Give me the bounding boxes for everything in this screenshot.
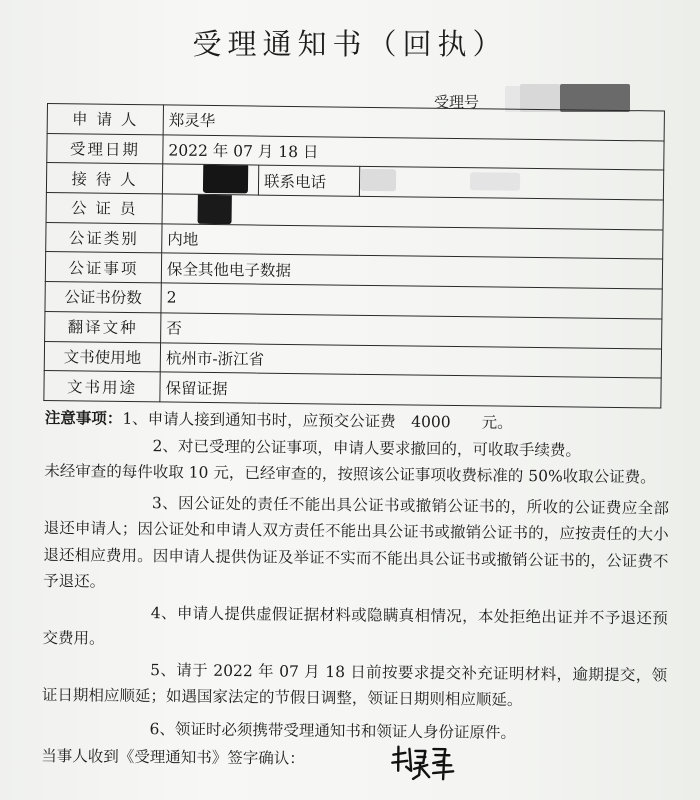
copies-label: 公证书份数 (45, 282, 161, 313)
translation-label: 翻译文种 (45, 311, 161, 342)
note-1-text: 1、申请人接到通知书时，应预交公证费 4000 元。 (122, 409, 513, 432)
category-label: 公证类别 (46, 222, 162, 253)
note-6: 6、领证时必须携带受理通知书和领证人身份证原件。 (149, 719, 517, 742)
redacted-receipt-number (520, 84, 560, 112)
notes-heading: 注意事项： (44, 407, 123, 428)
redacted-phone (360, 169, 396, 191)
matter-label: 公证事项 (45, 252, 161, 283)
translation-value: 否 (161, 313, 662, 349)
notary-label: 公 证 员 (46, 193, 162, 224)
copies-value: 2 (161, 283, 662, 319)
notes-section (41, 405, 670, 776)
redacted-notary (198, 194, 232, 224)
signature-confirmation (41, 743, 666, 776)
applicant-value: 郑灵华 (163, 105, 664, 141)
table-row (44, 371, 661, 408)
redacted-receipt-number (560, 84, 630, 112)
purpose-label: 文书用途 (44, 371, 160, 402)
contact-label: 联系电话 (258, 165, 359, 196)
purpose-value: 保留证据 (160, 372, 661, 408)
applicant-label: 申 请 人 (47, 104, 163, 135)
handwritten-signature (389, 741, 459, 782)
notary-value (162, 194, 663, 230)
contact-value (359, 167, 663, 200)
note-4: 4、申请人提供虚假证据材料或隐瞒真相情况，本处拒绝出证并不予退还预交费用。 (42, 603, 668, 648)
date-label: 受理日期 (47, 133, 163, 164)
receiver-label: 接 待 人 (46, 163, 162, 194)
receipt-number-label: 受理号 (434, 93, 480, 111)
usage-place-value: 杭州市-浙江省 (160, 342, 661, 378)
redacted-phone (470, 173, 520, 192)
receiver-value (162, 164, 258, 195)
usage-place-label: 文书使用地 (44, 341, 160, 372)
application-form-table (43, 103, 665, 409)
document-title: 受理通知书（回执） (192, 27, 508, 61)
note-3: 3、因公证处的责任不能出具公证书或撤销公证书的，所收的公证费应全部退还申请人；因公证处和申请人双方责任不能出具公证书或撤销公证书的，应按责任的大小退还相应费用。因申请人提供伪证及举证不实而不能出具公证书或撤销公证书的，公证费不予退还。 (43, 493, 670, 591)
date-value: 2022 年 07 月 18 日 (163, 135, 664, 171)
note-5: 5、请于 2022 年 07 月 18 日前按要求提交补充证明材料，逾期提交，领证日期相应顺延；如遇国家法定的节假日调整，领证日期则相应顺延。 (41, 660, 668, 710)
note-2a: 2、对已受理的公证事项，申请人要求撤回的，可收取手续费。 (152, 436, 582, 460)
note-2b: 未经审查的每件收取 10 元，已经审查的，按照该公证事项收费标准的 50%收取公证费。 (44, 461, 656, 487)
category-value: 内地 (162, 224, 663, 260)
signature-line-text: 当事人收到《受理通知书》签字确认： (41, 746, 305, 768)
matter-value: 保全其他电子数据 (161, 253, 662, 289)
redacted-receiver (203, 164, 248, 194)
